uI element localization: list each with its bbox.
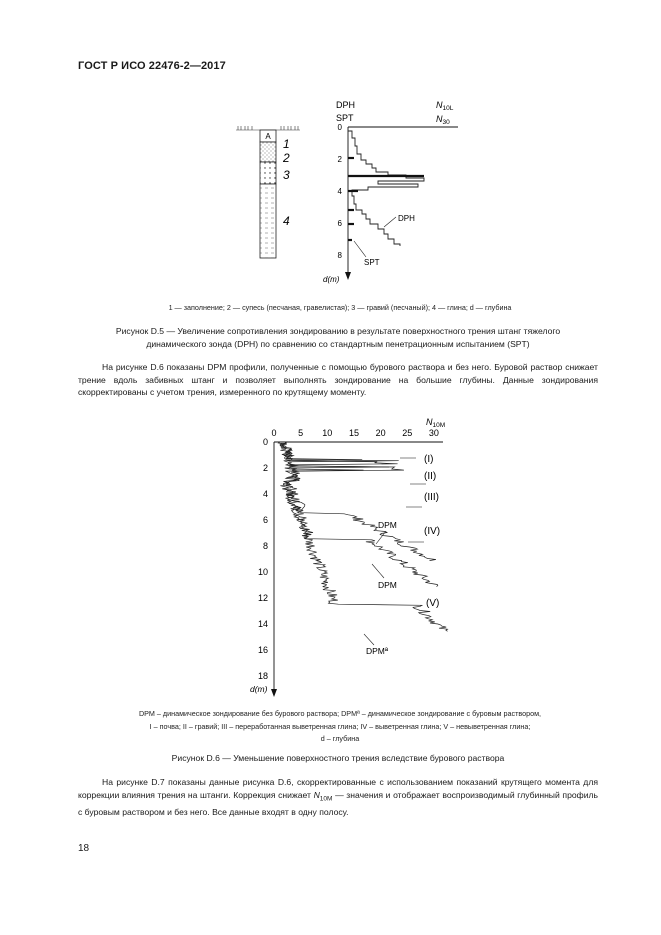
x-tick-0: 0 — [271, 428, 277, 438]
y-tick-14: 14 — [257, 619, 268, 629]
depth-tick-6: 6 — [337, 219, 342, 228]
soil-layer-4 — [260, 184, 276, 258]
paragraph-2-n-sub: 10M — [319, 795, 333, 803]
depth-tick-4: 4 — [337, 187, 342, 196]
paragraph-1-text: На рисунке D.6 показаны DPM профили, полученные с помощью бурового раствора и без него. Буровой раствор снижает трение вдоль забивных штанг и позволяет выполнять зондирование на большие глубины. Данные зондирования скорректированы с учетом трения, измеренного по крутящему моменту. — [78, 362, 598, 398]
curve-label-spt: SPT — [364, 258, 380, 267]
layer-label-iii: (III) — [424, 492, 439, 503]
paragraph-1 — [78, 361, 598, 399]
curve-label-dph: DPH — [398, 214, 415, 223]
layer-label-2: 2 — [283, 151, 290, 165]
axis-label-n10l: $N_{10L}$ — [436, 100, 454, 112]
depth-tick-2: 2 — [337, 155, 342, 164]
paragraph-2-part1: На рисунке D.7 показаны данные рисунка D.6, скорректированные с использованием показаний крутящего момента для коррекции влияния трения на штанги. Коррекция снижает — [78, 777, 598, 800]
depth-label: d(m) — [323, 275, 340, 284]
layer-label-iv: (IV) — [424, 526, 441, 537]
curve-label-dpm-1: DPM — [378, 520, 397, 530]
y-tick-10: 10 — [257, 567, 268, 577]
figure-d6 — [228, 412, 458, 702]
dph-curve — [348, 131, 424, 246]
curve-label-dpm-2: DPM — [378, 580, 397, 590]
figure-d6-legend-line1: DPM – динамическое зондирование без бурового раствора; DPMª – динамическое зондирование с буровым раствором, — [138, 709, 542, 718]
axis-label-spt: SPT — [336, 113, 354, 123]
spt-bars — [348, 158, 424, 240]
depth-tick-0: 0 — [337, 123, 342, 132]
dpm-curves — [279, 442, 448, 631]
paragraph-2-part2: — значения и отображает воспроизводимый глубинный профиль с буровым раствором и без него. Все данные входят в одну полосу. — [78, 789, 598, 817]
layer-label-ii: (II) — [424, 471, 437, 482]
layer-label-1: 1 — [283, 137, 290, 151]
layer-markers — [400, 458, 426, 542]
y-tick-labels — [258, 437, 268, 681]
figure-d6-legend — [80, 708, 600, 746]
depth-label-d6: d(m) — [250, 684, 268, 694]
x-tick-15: 15 — [348, 428, 359, 438]
x-tick-20: 20 — [375, 428, 386, 438]
depth-axis-arrow-d6 — [271, 689, 277, 697]
figure-d5-caption — [78, 325, 598, 350]
dpm-curve-2 — [279, 442, 441, 587]
column-marker-a: A — [265, 132, 271, 141]
y-tick-2: 2 — [262, 463, 268, 473]
axis-label-n30: $N_{30}$ — [436, 114, 450, 126]
x-tick-25: 25 — [402, 428, 413, 438]
figure-d6-legend-line2: I – почва; II – гравий; III – переработанная выветренная глина; IV – выветренная глина; V – невыветренная глина; — [149, 721, 531, 731]
layer-label-4: 4 — [283, 214, 290, 228]
figure-d5-caption-line1: Рисунок D.5 — Увеличение сопротивления зондированию в результате поверхностного трения штанг тяжелого — [115, 326, 561, 336]
paragraph-2 — [78, 776, 598, 819]
y-tick-4: 4 — [262, 489, 268, 499]
figure-d6-caption: Рисунок D.6 — Уменьшение поверхностного трения вследствие бурового раствора — [171, 753, 505, 763]
figure-d6-legend-line3: d – глубина — [320, 734, 360, 743]
figure-d5 — [228, 96, 468, 296]
y-tick-0: 0 — [262, 437, 268, 447]
curve-label-dpma: DPMª — [366, 646, 389, 656]
y-tick-8: 8 — [262, 541, 268, 551]
axis-label-n10m: $N_{10M}$ — [426, 417, 446, 429]
depth-axis-arrow — [345, 272, 351, 280]
soil-layer-2-3 — [260, 162, 276, 184]
figure-d5-caption-line2: динамического зонда (DPH) по сравнению со стандартным пенетрационным испытанием (SPT) — [146, 338, 530, 349]
layer-label-v: (V) — [426, 598, 440, 609]
depth-tick-8: 8 — [337, 251, 342, 260]
paragraph-2-n: N — [313, 789, 320, 800]
page-number: 18 — [78, 843, 90, 854]
spt-label-leader — [354, 241, 366, 257]
y-tick-18: 18 — [257, 671, 268, 681]
layer-label-i: (I) — [424, 454, 434, 465]
x-tick-labels — [271, 428, 438, 438]
y-tick-6: 6 — [262, 515, 268, 525]
y-tick-12: 12 — [257, 593, 268, 603]
dpm2-leader — [372, 564, 384, 578]
soil-layer-1 — [260, 142, 276, 162]
ground-surface-hatch — [236, 126, 300, 130]
layer-label-3: 3 — [283, 168, 290, 182]
figure-d5-legend: 1 — заполнение; 2 — супесь (песчаная, гравелистая); 3 — гравий (песчаный); 4 — глина; d — глубина — [168, 303, 512, 312]
y-tick-16: 16 — [257, 645, 268, 655]
dph-label-leader — [384, 217, 396, 227]
x-tick-10: 10 — [322, 428, 333, 438]
document-header: ГОСТ Р ИСО 22476-2—2017 — [78, 60, 226, 72]
axis-label-dph: DPH — [336, 100, 356, 110]
dpm1-leader — [376, 531, 386, 544]
x-tick-5: 5 — [298, 428, 304, 438]
dpma-leader — [364, 634, 374, 645]
x-tick-30: 30 — [428, 428, 439, 438]
